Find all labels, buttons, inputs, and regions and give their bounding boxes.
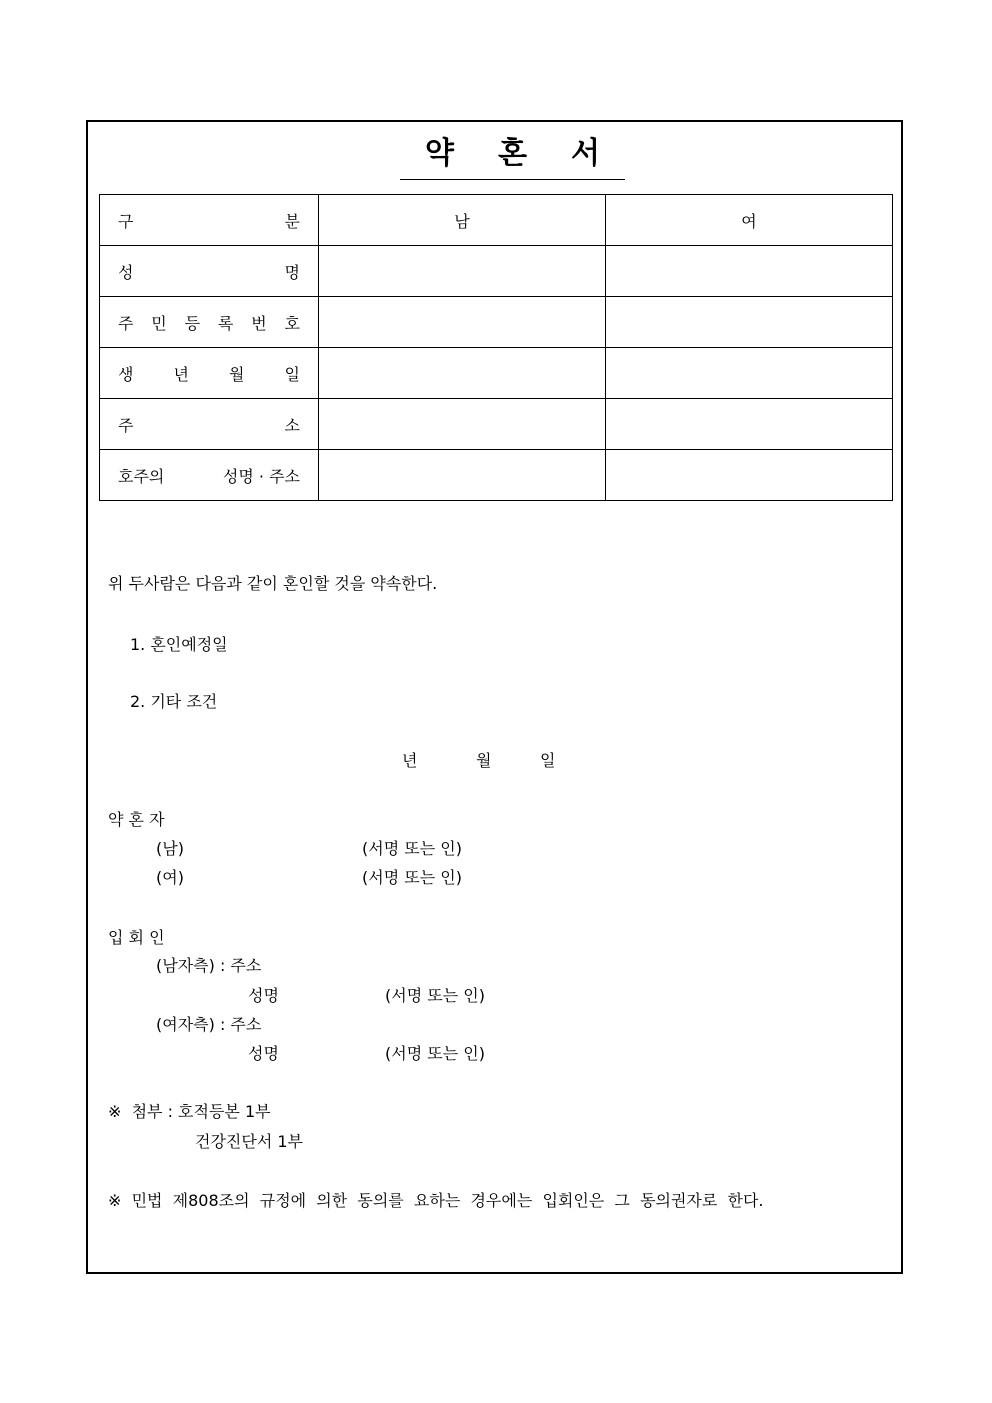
label-part: 성명 · 주소 (222, 466, 300, 486)
table-header-row (100, 195, 893, 246)
table-row-resident-number (100, 297, 893, 348)
betrothed-male-sign: (서명 또는 인) (362, 839, 462, 858)
betrothed-heading: 약 혼 자 (108, 810, 165, 829)
label-char: 번 (251, 313, 267, 333)
label-char: 호 (284, 313, 300, 333)
title-char-2: 혼 (498, 135, 527, 171)
betrothed-male-label: (남) (156, 839, 184, 858)
label-char: 주 (118, 313, 134, 333)
witness-heading: 입 회 인 (108, 928, 165, 947)
item-other-conditions: 2. 기타 조건 (130, 692, 218, 711)
male-birthdate-field[interactable] (319, 348, 606, 399)
label-char: 명 (284, 262, 300, 282)
header-label-char: 구 (118, 211, 134, 231)
female-household-head-field[interactable] (606, 450, 893, 501)
female-name-field[interactable] (606, 246, 893, 297)
row-label-name (100, 246, 319, 297)
label-char: 생 (118, 364, 134, 384)
date-month: 월 (476, 751, 492, 770)
witness-male-sign: (서명 또는 인) (385, 986, 485, 1005)
male-household-head-field[interactable] (319, 450, 606, 501)
label-char: 일 (284, 364, 300, 384)
row-label-resident-number (100, 297, 319, 348)
witness-male-name: 성명 (248, 986, 279, 1005)
betrothal-info-table (99, 194, 893, 501)
label-char: 주 (118, 415, 134, 435)
label-char: 년 (173, 364, 189, 384)
intro-sentence: 위 두사람은 다음과 같이 혼인할 것을 약속한다. (108, 574, 438, 593)
female-birthdate-field[interactable] (606, 348, 893, 399)
table-row-name (100, 246, 893, 297)
female-resident-number-field[interactable] (606, 297, 893, 348)
table-row-birthdate (100, 348, 893, 399)
table-row-household-head (100, 450, 893, 501)
label-char: 성 (118, 262, 134, 282)
male-address-field[interactable] (319, 399, 606, 450)
male-name-field[interactable] (319, 246, 606, 297)
row-label-address (100, 399, 319, 450)
date-year: 년 (402, 751, 418, 770)
header-female: 여 (606, 195, 893, 246)
attachment-line1: ※ 첨부 : 호적등본 1부 (108, 1102, 271, 1121)
betrothed-female-sign: (서명 또는 인) (362, 868, 462, 887)
label-char: 월 (229, 364, 245, 384)
male-resident-number-field[interactable] (319, 297, 606, 348)
header-label-cell (100, 195, 319, 246)
label-char: 등 (184, 313, 201, 333)
label-char: 록 (217, 313, 234, 333)
header-male: 남 (319, 195, 606, 246)
row-label-household-head (100, 450, 319, 501)
label-part: 호주의 (118, 466, 165, 486)
header-label-char: 분 (284, 211, 300, 231)
document-title (400, 130, 625, 180)
item-wedding-date: 1. 혼인예정일 (130, 635, 228, 654)
witness-male-side: (남자측) : 주소 (156, 956, 262, 975)
label-char: 소 (284, 415, 300, 435)
betrothed-female-label: (여) (156, 868, 184, 887)
title-char-3: 서 (571, 135, 600, 171)
date-day: 일 (540, 751, 556, 770)
attachment-line2: 건강진단서 1부 (195, 1132, 304, 1151)
civil-law-note: ※ 민법 제808조의 규정에 의한 동의를 요하는 경우에는 입회인은 그 동의권자로 한다. (108, 1191, 764, 1210)
witness-female-name: 성명 (248, 1044, 279, 1063)
female-address-field[interactable] (606, 399, 893, 450)
witness-female-sign: (서명 또는 인) (385, 1044, 485, 1063)
label-char: 민 (151, 313, 167, 333)
row-label-birthdate (100, 348, 319, 399)
table-row-address (100, 399, 893, 450)
witness-female-side: (여자측) : 주소 (156, 1015, 262, 1034)
title-char-1: 약 (425, 135, 454, 171)
